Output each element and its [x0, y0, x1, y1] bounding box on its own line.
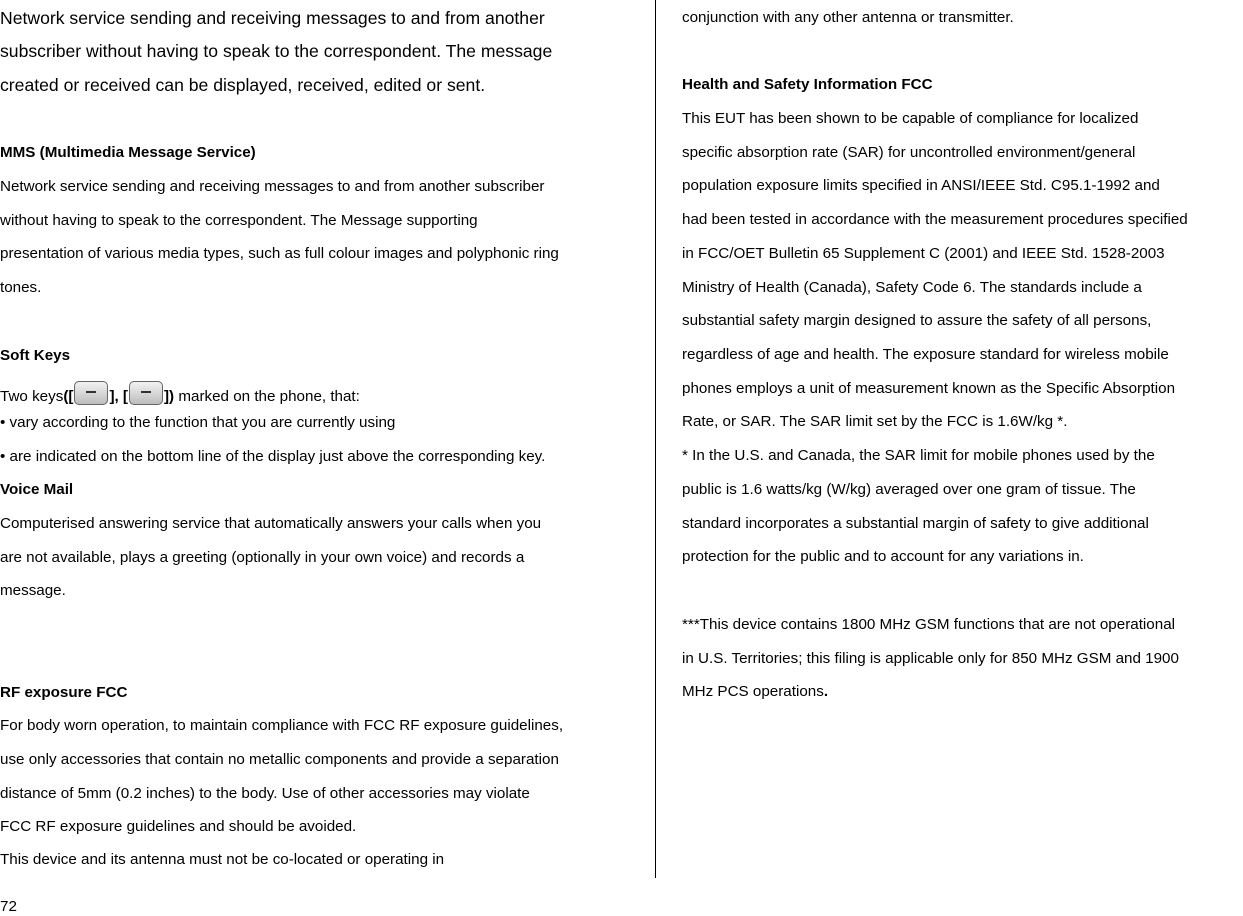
gsm-last-text: MHz PCS operations: [682, 683, 824, 700]
health-line-6: Ministry of Health (Canada), Safety Code 6. The standards include a: [682, 279, 1142, 296]
voicemail-heading: Voice Mail: [0, 481, 74, 498]
intro-line-1: Network service sending and receiving messages to and from another: [0, 8, 545, 28]
mms-line-2: without having to speak to the correspondent. The Message supporting: [0, 212, 478, 229]
health-line-4: had been tested in accordance with the measurement procedures specified: [682, 211, 1188, 228]
health-line-12: public is 1.6 watts/kg (W/kg) averaged over one gram of tissue. The: [682, 481, 1136, 498]
column-divider: [655, 0, 656, 878]
health-line-7: substantial safety margin designed to assure the safety of all persons,: [682, 312, 1152, 329]
health-line-10: Rate, or SAR. The SAR limit set by the FCC is 1.6W/kg *.: [682, 413, 1068, 430]
page-number: 72: [0, 898, 17, 915]
softkeys-line: [0, 381, 360, 406]
left-softkey-icon: [74, 381, 108, 405]
gsm-line-2: in U.S. Territories; this filing is applicable only for 850 MHz GSM and 1900: [682, 650, 1179, 667]
voicemail-line-3: message.: [0, 582, 66, 599]
rf-heading: RF exposure FCC: [0, 684, 128, 701]
voicemail-line-2: are not available, plays a greeting (optionally in your own voice) and records a: [0, 549, 525, 566]
health-line-2: specific absorption rate (SAR) for uncontrolled environment/general: [682, 144, 1136, 161]
health-line-13: standard incorporates a substantial margin of safety to give additional: [682, 515, 1149, 532]
softkeys-open: ([: [63, 388, 74, 405]
health-line-3: population exposure limits specified in ANSI/IEEE Std. C95.1-1992 and: [682, 177, 1160, 194]
health-line-1: This EUT has been shown to be capable of compliance for localized: [682, 110, 1139, 127]
rf-line-3: distance of 5mm (0.2 inches) to the body. Use of other accessories may violate: [0, 785, 530, 802]
rf-line-4: FCC RF exposure guidelines and should be avoided.: [0, 818, 357, 835]
mms-line-4: tones.: [0, 279, 42, 296]
rf-line-5: This device and its antenna must not be co-located or operating in: [0, 851, 445, 868]
continuation-line: conjunction with any other antenna or transmitter.: [682, 9, 1014, 26]
gsm-line-3: [682, 683, 828, 701]
gsm-line-1: ***This device contains 1800 MHz GSM functions that are not operational: [682, 616, 1176, 633]
health-line-8: regardless of age and health. The exposure standard for wireless mobile: [682, 346, 1169, 363]
mms-line-1: Network service sending and receiving messages to and from another subscriber: [0, 178, 545, 195]
health-line-5: in FCC/OET Bulletin 65 Supplement C (2001) and IEEE Std. 1528-2003: [682, 245, 1165, 262]
health-line-11: * In the U.S. and Canada, the SAR limit for mobile phones used by the: [682, 447, 1155, 464]
mms-heading: MMS (Multimedia Message Service): [0, 144, 256, 161]
intro-line-2: subscriber without having to speak to the correspondent. The message: [0, 41, 553, 61]
health-heading: Health and Safety Information FCC: [682, 76, 933, 93]
softkeys-heading: Soft Keys: [0, 347, 71, 364]
right-softkey-icon: [129, 381, 163, 405]
voicemail-line-1: Computerised answering service that automatically answers your calls when you: [0, 515, 542, 532]
softkeys-prefix: Two keys: [0, 388, 64, 405]
softkeys-sep: ], [: [109, 388, 128, 405]
mms-line-3: presentation of various media types, such as full colour images and polyphonic ring: [0, 245, 559, 262]
rf-line-2: use only accessories that contain no metallic components and provide a separation: [0, 751, 559, 768]
health-line-9: phones employs a unit of measurement known as the Specific Absorption: [682, 380, 1176, 397]
softkeys-bullet-1: • vary according to the function that you are currently using: [0, 414, 396, 431]
softkeys-close: ]): [164, 388, 175, 405]
health-line-14: protection for the public and to account for any variations in.: [682, 548, 1084, 565]
gsm-last-period: .: [823, 683, 829, 700]
rf-line-1: For body worn operation, to maintain compliance with FCC RF exposure guidelines,: [0, 717, 564, 734]
intro-line-3: created or received can be displayed, received, edited or sent.: [0, 75, 486, 95]
softkeys-suffix: marked on the phone, that:: [174, 388, 360, 405]
softkeys-bullet-2: • are indicated on the bottom line of the display just above the corresponding key.: [0, 448, 546, 465]
